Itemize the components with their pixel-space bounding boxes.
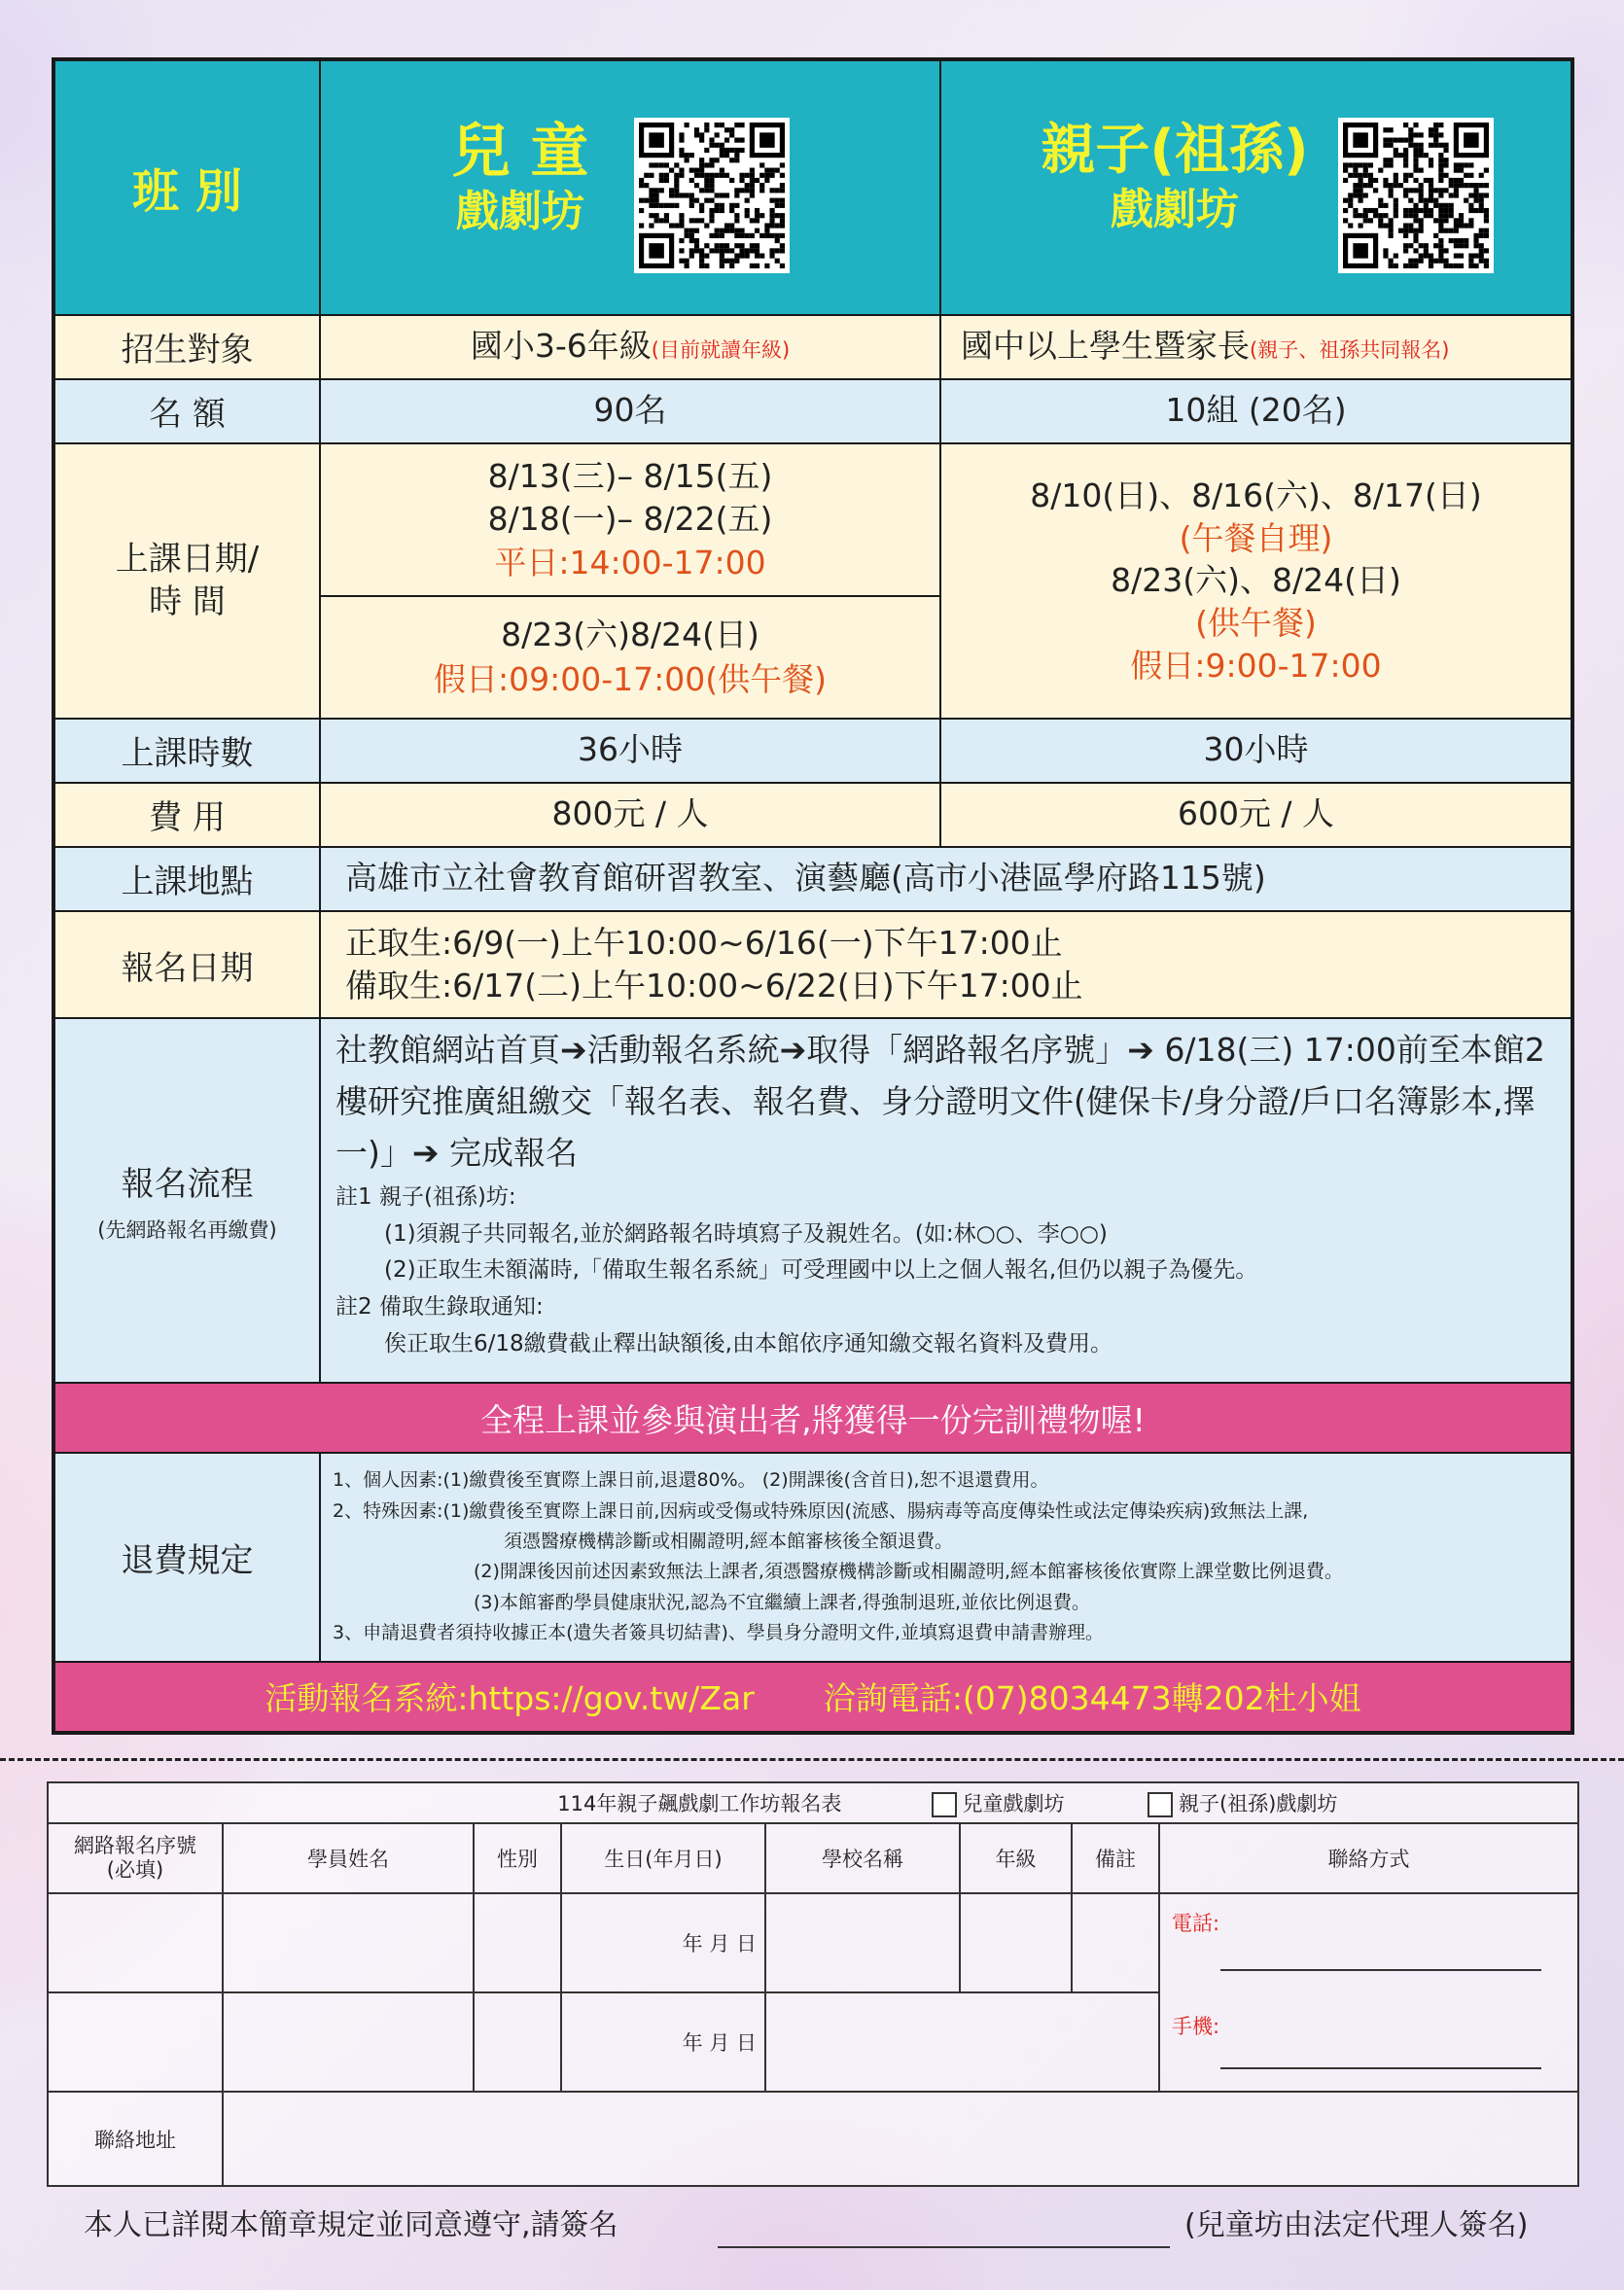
family-time: 假日:9:00-17:00 (1130, 646, 1382, 685)
kids-weekday-time: 平日:14:00-17:00 (494, 543, 766, 581)
refund-row (53, 1453, 1572, 1661)
option-kids[interactable] (905, 1788, 1090, 1817)
dates-label-line1: 上課日期/ (115, 540, 260, 580)
kids-weekend: 8/23(六)8/24(日) (501, 615, 759, 653)
family-title: 親子(祖孫) (1041, 119, 1309, 182)
footer-row (53, 1662, 1572, 1733)
reg-date-row (53, 911, 1572, 1018)
banner-text: 全程上課並參與演出者,將獲得一份完訓禮物喔! (53, 1383, 1572, 1453)
hours-label: 上課時數 (53, 719, 320, 783)
class-label: 班 別 (132, 164, 242, 220)
col-name: 學員姓名 (223, 1823, 474, 1893)
cut-line (0, 1758, 1624, 1761)
note2: 註2 備取生錄取通知: (335, 1294, 544, 1321)
school-input-1[interactable] (765, 1893, 960, 1992)
refund-line2: 2、特殊因素:(1)繳費後至實際上課日前,因病或受傷或特殊原因(流感、腸病毒等高度傳染性或法定傳染疾病)致無法上課, (333, 1499, 1309, 1522)
gender-input-2[interactable] (474, 1992, 561, 2092)
kids-subtitle: 戲劇坊 (456, 187, 584, 236)
checkbox-family[interactable] (1147, 1792, 1173, 1817)
process-main: 社教館網站首頁➔活動報名系統➔取得「網路報名序號」➔ 6/18(三) 17:00前至本館2樓研究推廣組繳交「報名表、報名費、身分證明文件(健保卡/身分證/戶口名簿影本,擇一)」➔ 完成報名 (335, 1031, 1545, 1172)
birthday-input-2[interactable]: 年 月 日 (561, 1992, 765, 2092)
address-input[interactable] (223, 2092, 1578, 2186)
refund-line5: (3)本館審酌學員健康狀況,認為不宜繼續上課者,得強制退班,並依比例退費。 (474, 1591, 1091, 1613)
fee-row (53, 783, 1572, 847)
form-row-1 (48, 1893, 1578, 1992)
option-family-label: 親子(祖孫)戲劇坊 (1178, 1792, 1338, 1815)
header-row (53, 59, 1572, 315)
footer-content (53, 1662, 1572, 1733)
process-row (53, 1018, 1572, 1383)
fee-family: 600元 / 人 (940, 783, 1572, 847)
target-row (53, 315, 1572, 379)
grade-input-1[interactable] (960, 1893, 1072, 1992)
refund-line3: 須憑醫療機構診斷或相關證明,經本館審核後全額退費。 (504, 1531, 954, 1553)
refund-line1: 1、個人因素:(1)繳費後至實際上課日前,退還80%。 (2)開課後(含首日),恕不退還費用。 (333, 1469, 1049, 1492)
family-qr-code[interactable] (1338, 118, 1494, 273)
col-grade: 年級 (960, 1823, 1072, 1893)
col-birthday: 生日(年月日) (561, 1823, 765, 1893)
quota-kids: 90名 (320, 379, 940, 443)
col-gender: 性別 (474, 1823, 561, 1893)
form-title: 114年親子飆戲劇工作坊報名表 (557, 1792, 842, 1815)
family-lunch-self: (午餐自理) (1179, 518, 1333, 557)
quota-label: 名 額 (53, 379, 320, 443)
kids-title: 兒 童 (451, 118, 589, 186)
family-dates2: 8/23(六)、8/24(日) (1111, 561, 1401, 600)
target-kids-note: (目前就讀年級) (651, 338, 791, 363)
name-input-1[interactable] (223, 1893, 474, 1992)
birthday-input-1[interactable]: 年 月 日 (561, 1893, 765, 1992)
hours-row (53, 719, 1572, 783)
school-input-2[interactable] (765, 1992, 1159, 2092)
form-title-cell (48, 1782, 1578, 1823)
process-notes (335, 1180, 1556, 1364)
target-label: 招生對象 (53, 315, 320, 379)
target-kids-value: 國小3-6年級 (470, 327, 652, 366)
col-serial-line2: (必填) (106, 1858, 164, 1882)
family-subtitle: 戲劇坊 (1111, 185, 1239, 235)
target-family (940, 315, 1572, 379)
refund-line6: 3、申請退費者須持收據正本(遺失者簽具切結書)、學員身分證明文件,並填寫退費申請書辦理。 (333, 1622, 1104, 1644)
note2a: 俟正取生6/18繳費截止釋出缺額後,由本館依序通知繳交報名資料及費用。 (384, 1331, 1112, 1357)
note1: 註1 親子(祖孫)坊: (335, 1183, 516, 1210)
class-label-cell (53, 59, 320, 315)
hours-kids: 36小時 (320, 719, 940, 783)
dates-kids-cell (320, 443, 940, 719)
contact-cell (1159, 1893, 1578, 2092)
dates-kids-inner (321, 444, 939, 718)
location-value: 高雄市立社會教育館研習教室、演藝廳(高市小港區學府路115號) (320, 847, 1572, 911)
col-contact: 聯絡方式 (1159, 1823, 1578, 1893)
kids-header-cell (320, 59, 940, 315)
gender-input-1[interactable] (474, 1893, 561, 1992)
dates-label-line2: 時 間 (149, 582, 226, 622)
kids-weekend-time: 假日:09:00-17:00(供午餐) (434, 659, 827, 698)
process-sublabel: (先網路報名再繳費) (97, 1218, 277, 1243)
target-family-note: (親子、祖孫共同報名) (1250, 338, 1450, 363)
process-label: 報名流程 (121, 1165, 254, 1205)
family-dates1: 8/10(日)、8/16(六)、8/17(日) (1030, 476, 1482, 515)
target-family-value: 國中以上學生暨家長 (961, 327, 1250, 366)
kids-week2: 8/18(一)– 8/22(五) (487, 500, 773, 539)
note1a: (1)須親子共同報名,並於網路報名時填寫子及親姓名。(如:林○○、李○○) (384, 1220, 1108, 1247)
registration-form (47, 1781, 1579, 2187)
fee-kids: 800元 / 人 (320, 783, 940, 847)
col-note: 備註 (1072, 1823, 1159, 1893)
target-kids (320, 315, 940, 379)
reg-date-line2: 備取生:6/17(二)上午10:00~6/22(日)下午17:00止 (345, 967, 1083, 1005)
family-lunch-provided: (供午餐) (1195, 603, 1317, 642)
reg-date-line1: 正取生:6/9(一)上午10:00~6/16(一)下午17:00止 (345, 923, 1063, 962)
refund-line4: (2)開課後因前述因素致無法上課者,須憑醫療機構診斷或相關證明,經本館審核後依實際上課堂數比例退費。 (474, 1561, 1343, 1583)
serial-input-2[interactable] (48, 1992, 223, 2092)
reg-date-value (320, 911, 1572, 1018)
signature-note: (兒童坊由法定代理人簽名) (1184, 2208, 1529, 2242)
registration-link[interactable]: 活動報名系統:https://gov.tw/Zar (265, 1679, 755, 1718)
phone-label: 電話: (1172, 1912, 1220, 1935)
quota-family: 10組 (20名) (940, 379, 1572, 443)
dates-family-cell (940, 443, 1572, 719)
col-serial (48, 1823, 223, 1893)
form-title-row (48, 1782, 1578, 1823)
phone-input-line[interactable] (1220, 1969, 1541, 1971)
kids-week1: 8/13(三)– 8/15(五) (487, 456, 773, 495)
fee-label: 費 用 (53, 783, 320, 847)
refund-content (320, 1453, 1572, 1661)
dates-row (53, 443, 1572, 719)
col-serial-line1: 網路報名序號 (74, 1833, 196, 1857)
reg-date-label: 報名日期 (53, 911, 320, 1018)
mobile-label: 手機: (1172, 2015, 1220, 2038)
name-input-2[interactable] (223, 1992, 474, 2092)
form-header-row (48, 1823, 1578, 1893)
signature-statement: 本人已詳閱本簡章規定並同意遵守,請簽名 (84, 2208, 618, 2242)
kids-qr-code[interactable] (634, 118, 790, 273)
dates-label (53, 443, 320, 719)
mobile-input-line[interactable] (1220, 2067, 1541, 2069)
checkbox-kids[interactable] (932, 1792, 957, 1817)
hours-family: 30小時 (940, 719, 1572, 783)
location-row (53, 847, 1572, 911)
serial-input-1[interactable] (48, 1893, 223, 1992)
location-label: 上課地點 (53, 847, 320, 911)
signature-line[interactable] (718, 2246, 1170, 2248)
kids-weekend-block (321, 596, 939, 718)
col-school: 學校名稱 (765, 1823, 960, 1893)
contact-phone: 洽詢電話:(07)8034473轉202杜小姐 (823, 1679, 1361, 1718)
process-label-cell (53, 1018, 320, 1383)
banner-row (53, 1383, 1572, 1453)
process-content (320, 1018, 1572, 1383)
kids-weekday-block (321, 444, 939, 596)
family-header-cell (940, 59, 1572, 315)
note1b: (2)正取生未額滿時,「備取生報名系統」可受理國中以上之個人報名,但仍以親子為優先。 (384, 1257, 1258, 1284)
address-label: 聯絡地址 (48, 2092, 223, 2186)
option-kids-label: 兒童戲劇坊 (962, 1792, 1065, 1815)
note-input-1[interactable] (1072, 1893, 1159, 1992)
form-address-row (48, 2092, 1578, 2186)
quota-row (53, 379, 1572, 443)
course-info-table (52, 57, 1574, 1735)
refund-label: 退費規定 (53, 1453, 320, 1661)
option-family[interactable] (1107, 1788, 1379, 1817)
